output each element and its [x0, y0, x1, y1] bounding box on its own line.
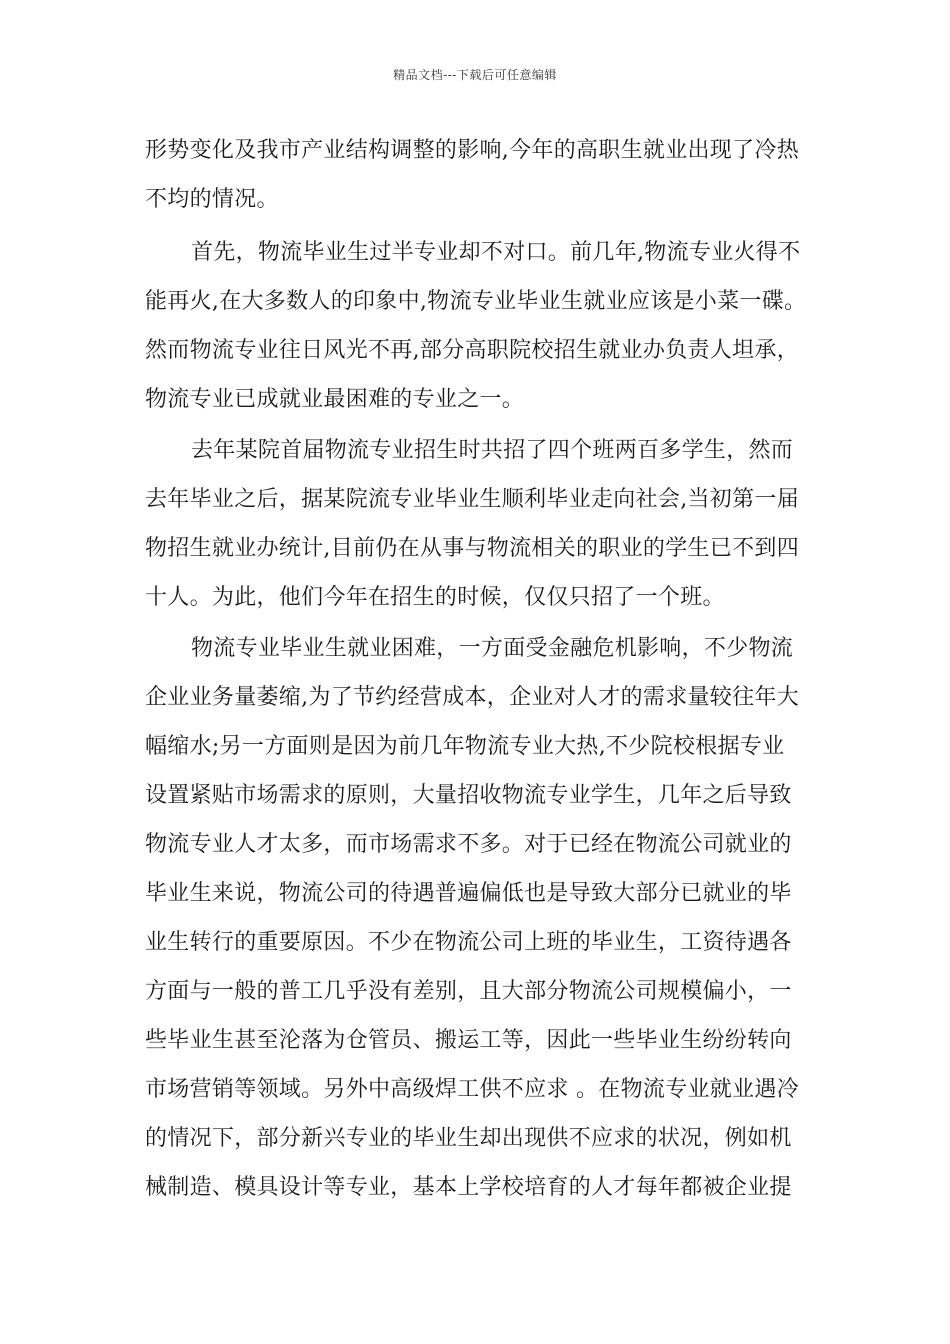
text-line: 的情况下，部分新兴专业的毕业生却出现供不应求的状况，例如机 [145, 1126, 792, 1151]
paragraph-first-line: 去年某院首届物流专业招生时共招了四个班两百多学生，然而 [191, 438, 794, 463]
text-line: 物流专业人才太多，而市场需求不多。对于已经在物流公司就业的 [145, 832, 792, 857]
text-line: 些毕业生甚至沦落为仓管员、搬运工等，因此一些毕业生纷纷转向 [145, 1028, 792, 1053]
paragraph-first-line: 物流专业毕业生就业困难，一方面受金融危机影响，不少物流 [191, 636, 794, 661]
text-line: 业生转行的重要原因。不少在物流公司上班的毕业生，工资待遇各 [145, 930, 792, 955]
paragraph-first-line: 首先，物流毕业生过半专业却不对口。前几年,物流专业火得不 [191, 240, 801, 265]
text-line: 去年毕业之后，据某院流专业毕业生顺利毕业走向社会,当初第一届 [145, 487, 799, 512]
text-line: 物流专业已成就业最困难的专业之一。 [145, 387, 525, 412]
text-line: 不均的情况。 [145, 187, 279, 212]
text-line: 方面与一般的普工几乎没有差别，且大部分物流公司规模偏小，一 [145, 979, 792, 1004]
text-line: 企业业务量萎缩,为了节约经营成本，企业对人才的需求量较往年大 [145, 685, 799, 710]
text-line: 毕业生来说，物流公司的待遇普遍偏低也是导致大部分已就业的毕 [145, 881, 792, 906]
page-header: 精品文档---下载后可任意编辑 [393, 68, 557, 82]
text-line: 十人。为此，他们今年在招生的时候，仅仅只招了一个班。 [145, 585, 725, 610]
text-line: 幅缩水;另一方面则是因为前几年物流专业大热,不少院校根据专业 [145, 734, 785, 759]
text-line: 能再火,在大多数人的印象中,物流专业毕业生就业应该是小菜一碟。 [145, 289, 807, 314]
text-line: 物招生就业办统计,目前仍在从事与物流相关的职业的学生已不到四 [145, 536, 799, 561]
text-line: 然而物流专业往日风光不再,部分高职院校招生就业办负责人坦承， [145, 338, 799, 363]
text-line: 械制造、模具设计等专业，基本上学校培育的人才每年都被企业提 [145, 1175, 792, 1200]
text-line: 设置紧贴市场需求的原则，大量招收物流专业学生，几年之后导致 [145, 783, 792, 808]
text-line: 形势变化及我市产业结构调整的影响,今年的高职生就业出现了冷热 [145, 138, 799, 163]
text-line: 市场营销等领域。另外中高级焊工供不应求 。在物流专业就业遇冷 [145, 1077, 799, 1102]
